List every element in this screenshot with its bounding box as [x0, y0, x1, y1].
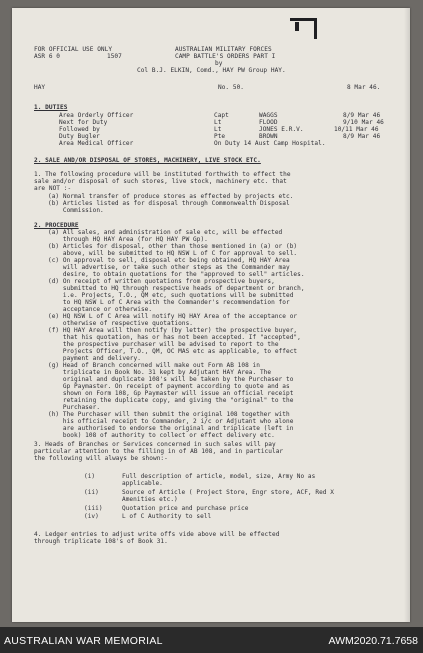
procedure-line: payment and delivery. [48, 355, 141, 362]
procedure-line: will advertise, or take such other steps as the Commander may [48, 264, 290, 271]
procedure-line: are authorised to endorse the original and triplicate (left in [48, 425, 294, 432]
procedure-line: through HQ HAY Area (for HQ HAY PW Gp). [48, 236, 208, 243]
order-date: 8 Mar 46. [347, 84, 381, 91]
item-text: Quotation price and purchase price [122, 505, 249, 512]
duty-name: JONES E.R.V. [259, 126, 304, 133]
procedure-line: (f) HQ HAY Area will then notify (by letter) the prospective buyer, [48, 327, 298, 334]
procedure-line: the prospective purchaser will be advised to report to the [48, 341, 279, 348]
procedure-line: original and duplicate 108's will be taken by the Purchaser to [48, 376, 294, 383]
procedure-line: (d) On receipt of written quotations from prospective buyers, [48, 278, 275, 285]
duty-name: On Duty 14 Aust Camp Hospital. [214, 140, 326, 147]
ref-number: 1507 [107, 53, 122, 60]
duty-rank: Capt [214, 112, 229, 119]
para3-line: the following will always be shown:- [34, 455, 168, 462]
para3-line: particular attention to the filling in of AB 108, and in particular [34, 448, 284, 455]
para4-line: through triplicate 108's of Book 31. [34, 538, 168, 545]
procedure-line: (e) HQ NSW L of C Area will notify HQ HAY Area of the acceptance or [48, 313, 298, 320]
duty-role: Area Medical Officer [59, 140, 134, 147]
para1-item: Commission. [48, 207, 104, 214]
item-text: Full description of article, model, size, Army No as [122, 473, 316, 480]
duty-role: Area Orderly Officer [59, 112, 134, 119]
procedure-line: Gp Paymaster. On receipt of payment according to quote and as [48, 383, 290, 390]
paper-clip-mark-inner [295, 22, 299, 31]
duty-dates: 9/10 Mar 46 [343, 119, 384, 126]
procedure-line: above, will be submitted to HQ NSW L of C for approval to sell. [48, 250, 298, 257]
item-text-cont: Amenities etc.) [122, 496, 178, 503]
section2-heading: 2. SALE AND/OR DISPOSAL OF STORES, MACHINERY, LIVE STOCK ETC. [34, 157, 261, 164]
duty-name: WAGGS [259, 112, 278, 119]
item-text: L of C Authority to sell [122, 513, 212, 520]
orders-by: by [215, 60, 223, 67]
procedure-line: to HQ NSW L of C Area with the Commander's recommendation for [48, 299, 290, 306]
paper-shadow-edge [404, 8, 410, 622]
duty-role: Duty Bugler [59, 133, 100, 140]
item-number: (iv) [84, 513, 99, 520]
procedure-line: that his quotation, has or has not been accepted. If "accepted", [48, 334, 301, 341]
para1-line: sale and/or disposal of such stores, live stock, machinery etc. that [34, 178, 287, 185]
duty-name: FLOOD [259, 119, 278, 126]
procedure-line: Purchaser. [48, 404, 101, 411]
procedure-line: triplicate in Book No. 31 kept by Adjutant HAY Area. The [48, 369, 272, 376]
procedure-line: book) 108 of authority to collect or effect delivery etc. [48, 432, 275, 439]
org-title: AUSTRALIAN MILITARY FORCES [175, 46, 272, 53]
para1-line: 1. The following procedure will be instituted forthwith to effect the [34, 171, 291, 178]
para1-line: are NOT :- [34, 185, 72, 192]
procedure-line: submitted to HQ through respective heads of department or branch, [48, 285, 305, 292]
para1-item: (b) Articles listed as for disposal through Commonwealth Disposal [48, 200, 290, 207]
commander-line: Col B.J. ELKIN, Comd., HAY PW Group HAY. [137, 67, 286, 74]
procedure-line: otherwise of respective quotations. [48, 320, 194, 327]
item-number: (iii) [84, 505, 103, 512]
order-number: No. 50. [218, 84, 245, 91]
procedure-line: retaining the duplicate copy, and giving the "original" to the [48, 397, 294, 404]
archive-footer [0, 627, 423, 653]
archive-item-id: AWM2020.71.7658 [328, 635, 418, 647]
duty-name: BROWN [259, 133, 278, 140]
item-text-cont: applicable. [122, 480, 163, 487]
ref-left: ASR 6 0 [34, 53, 61, 60]
procedure-line: (g) Head of Branch concerned will make out Form AB 108 in [48, 362, 260, 369]
item-number: (i) [84, 473, 96, 480]
procedure-line: shown on Form 108, Gp Paymaster will issue an official receipt [48, 390, 294, 397]
procedure-line: (c) On approval to sell, disposal etc being obtained, HQ HAY Area [48, 257, 290, 264]
duty-rank: Lt [214, 126, 222, 133]
duty-rank: Pte [214, 133, 226, 140]
duty-dates: 10/11 Mar 46 [334, 126, 379, 133]
procedure-line: Projects Officer, T.O., QM, OC MAS etc as applicable, to effect [48, 348, 298, 355]
duties-heading: 1. DUTIES [34, 104, 68, 111]
place-label: HAY [34, 84, 46, 91]
classification-label: FOR OFFICIAL USE ONLY [34, 46, 113, 53]
item-text: Source of Article ( Project Store, Engr store, ACF, Red X [122, 489, 334, 496]
duty-role: Next for Duty [59, 119, 108, 126]
procedure-line: acceptance or otherwise. [48, 306, 153, 313]
procedure-line: (b) Articles for disposal, other than those mentioned in (a) or (b) [48, 243, 298, 250]
duty-dates: 8/9 Mar 46 [343, 133, 381, 140]
procedure-heading: 2. PROCEDURE [34, 222, 79, 229]
procedure-line: (a) All sales, and administration of sale etc, will be effected [48, 229, 283, 236]
orders-title: CAMP BATTLE'S ORDERS PART I [175, 53, 276, 60]
para4-line: 4. Ledger entries to adjust write offs vide above will be effected [34, 531, 280, 538]
item-number: (ii) [84, 489, 99, 496]
duty-role: Followed by [59, 126, 100, 133]
archive-name: AUSTRALIAN WAR MEMORIAL [4, 635, 163, 647]
para3-line: 3. Heads of Branches or Services concerned in such sales will pay [34, 441, 276, 448]
duty-dates: 8/9 Mar 46 [343, 112, 381, 119]
para1-item: (a) Normal transfer of produce stores as effected by projects etc. [48, 193, 294, 200]
procedure-line: (h) The Purchaser will then submit the original 108 together with [48, 411, 290, 418]
document-page [12, 8, 410, 622]
procedure-line: his official receipt to Commander, 2 i/c or Adjutant who alone [48, 418, 294, 425]
procedure-line: i.e. Projects, T.O., QM etc, such quotations will be submitted [48, 292, 294, 299]
duty-rank: Lt [214, 119, 222, 126]
procedure-line: desire, to obtain quotations for the "approved to sell" articles. [48, 271, 305, 278]
